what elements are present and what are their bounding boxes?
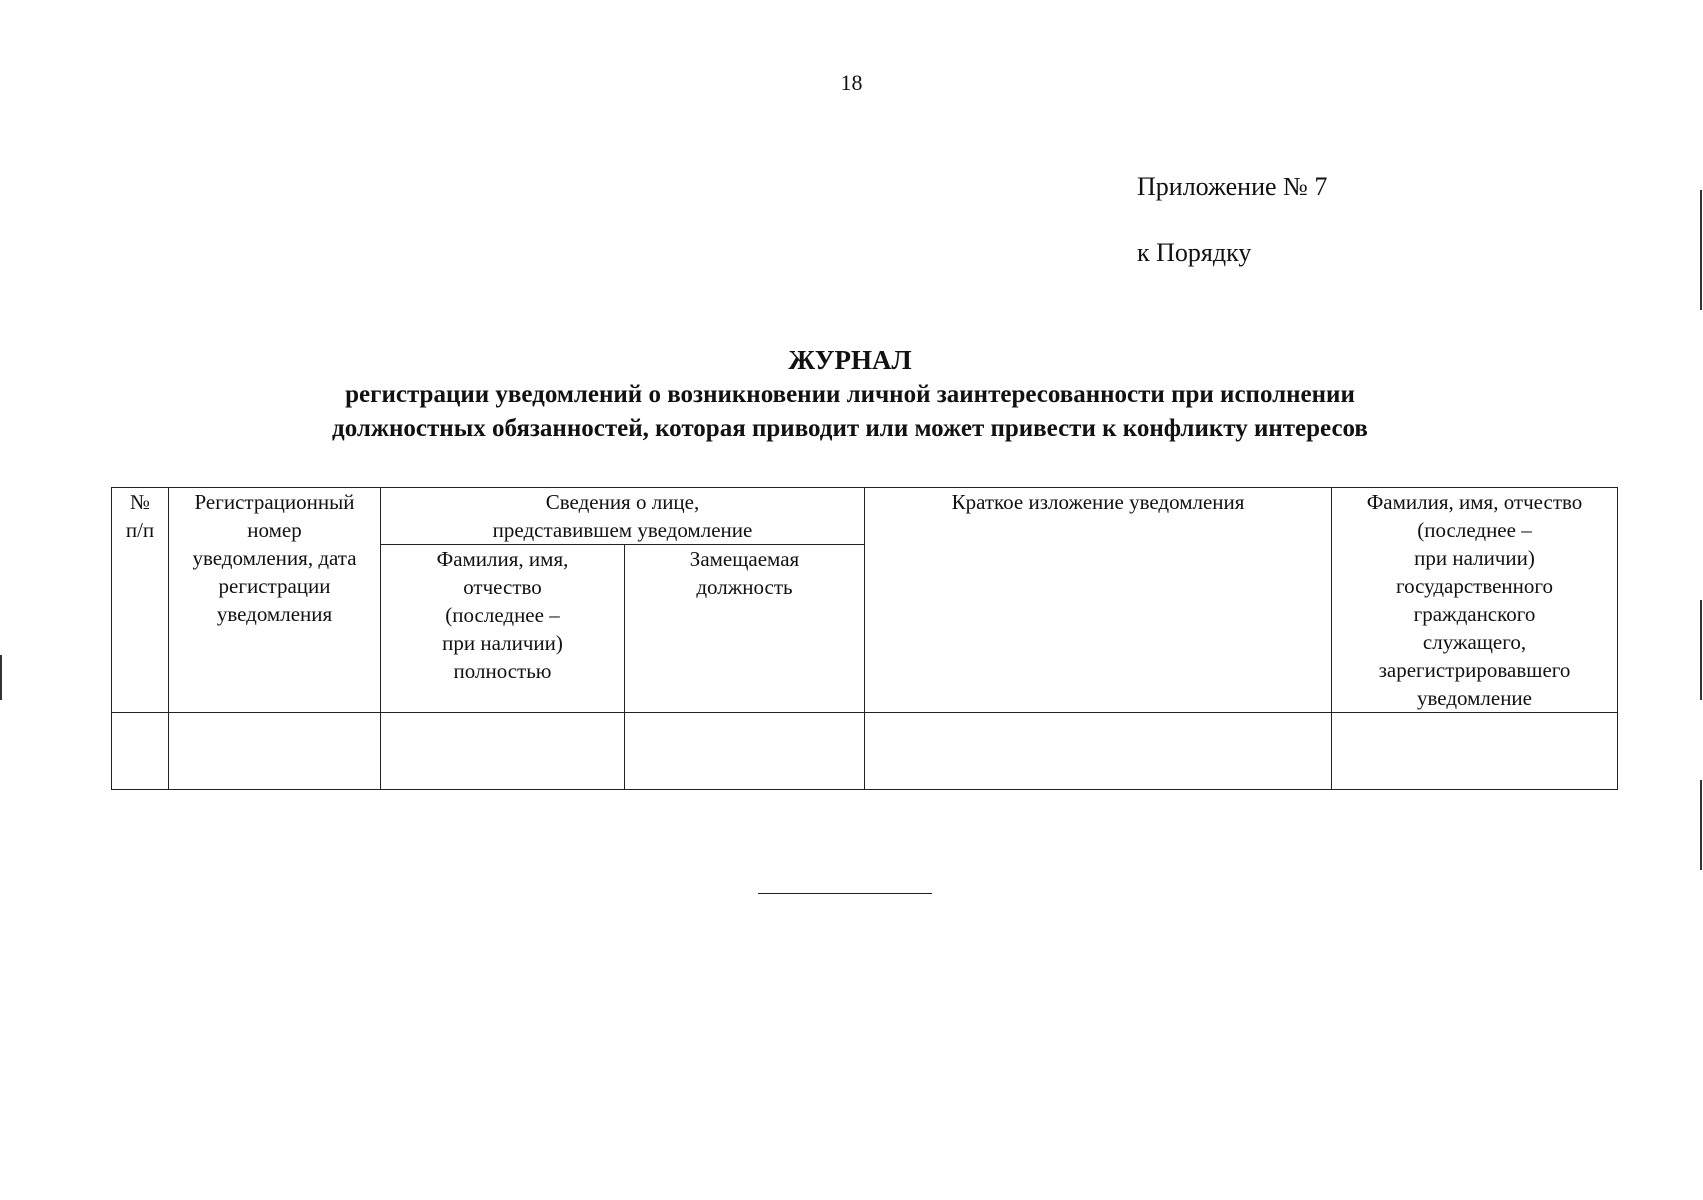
header-text-line: Сведения о лице, <box>545 490 700 514</box>
table-row <box>112 713 1618 790</box>
header-text-line: Регистрационный <box>194 490 355 514</box>
cell-summary[interactable] <box>865 713 1332 790</box>
header-text-line: Замещаемая <box>689 547 800 572</box>
header-summary <box>865 488 1332 713</box>
header-text-line: должность <box>696 575 793 600</box>
header-text-line: государственного <box>1395 574 1554 598</box>
page-number: 18 <box>840 70 863 95</box>
header-text-line: регистрации <box>218 574 331 598</box>
journal-heading <box>200 342 1500 446</box>
appendix-subtitle: к Порядку <box>1137 238 1252 267</box>
header-text-line: № <box>129 490 151 514</box>
cell-person-position[interactable] <box>625 713 865 790</box>
header-text-line: полностью <box>453 659 552 684</box>
cell-person-name[interactable] <box>381 713 625 790</box>
scan-edge-mark <box>1700 600 1702 700</box>
header-text-line: отчество <box>463 575 542 600</box>
header-person-info <box>381 488 865 545</box>
table-header-row <box>112 488 1618 545</box>
header-text-line: Краткое изложение уведомления <box>951 490 1245 514</box>
scan-edge-mark <box>0 655 2 700</box>
journal-subtitle-line-1: регистрации уведомлений о возникновении личной заинтересованности при исполнении <box>345 381 1355 408</box>
header-text-line: гражданского <box>1413 602 1536 626</box>
header-text-line: при наличии) <box>442 631 563 656</box>
header-text-line: уведомления <box>216 602 333 626</box>
header-text-line: уведомления, дата <box>192 546 357 570</box>
scan-edge-mark <box>1700 190 1702 310</box>
registration-journal-table <box>111 487 1618 790</box>
cell-registration-number[interactable] <box>169 713 381 790</box>
journal-title: ЖУРНАЛ <box>788 345 912 375</box>
header-text-line: служащего, <box>1422 630 1527 654</box>
appendix-title: Приложение № 7 <box>1137 172 1328 201</box>
header-registrar <box>1332 488 1618 713</box>
cell-number[interactable] <box>112 713 169 790</box>
header-text-line: зарегистрировавшего <box>1378 658 1571 682</box>
header-text-line: уведомление <box>1416 686 1532 710</box>
header-person-position <box>625 545 865 713</box>
header-text-line: (последнее – <box>445 603 560 628</box>
header-text-line: (последнее – <box>1417 518 1532 542</box>
header-text-line: п/п <box>125 518 155 542</box>
journal-subtitle-line-2: должностных обязанностей, которая приводит или может привести к конфликту интересов <box>332 415 1368 442</box>
header-text-line: Фамилия, имя, <box>436 547 569 572</box>
header-text-line: номер <box>247 518 302 542</box>
header-text-line: представившем уведомление <box>492 518 753 542</box>
cell-registrar[interactable] <box>1332 713 1618 790</box>
scan-edge-mark <box>1700 780 1702 870</box>
header-number <box>112 488 169 713</box>
header-text-line: при наличии) <box>1414 546 1535 570</box>
header-text-line: Фамилия, имя, отчество <box>1366 490 1583 514</box>
header-registration-number <box>169 488 381 713</box>
closing-rule <box>758 893 932 894</box>
header-person-name <box>381 545 625 713</box>
